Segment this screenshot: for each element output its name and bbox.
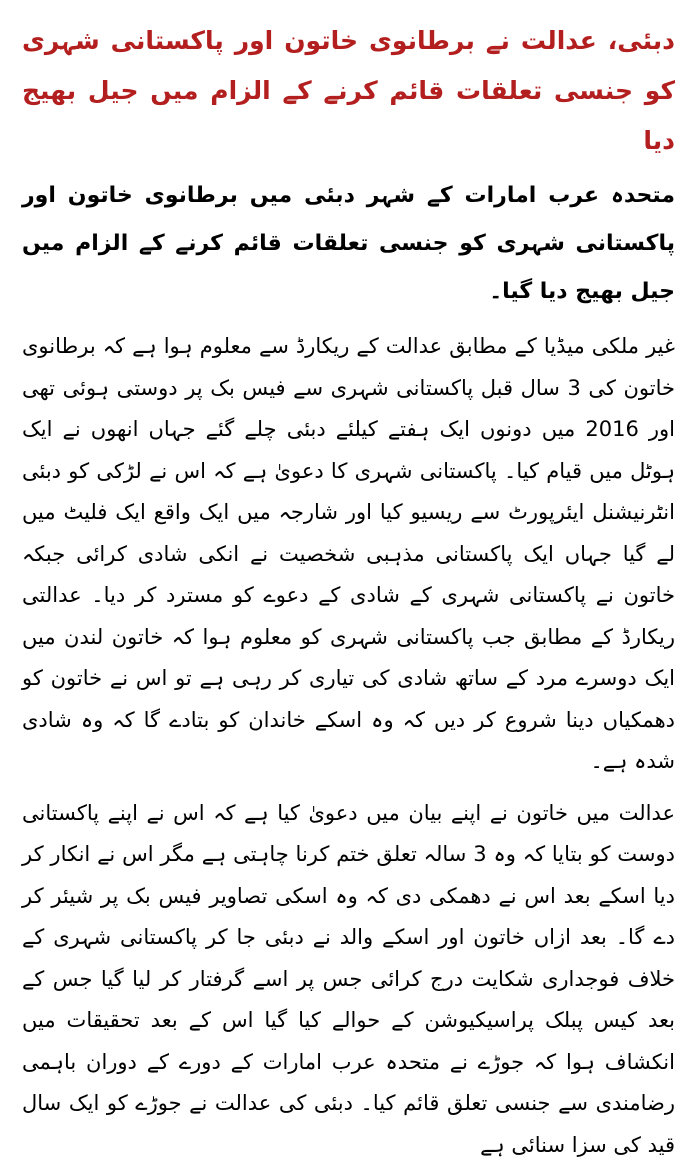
article-lede: متحدہ عرب امارات کے شہر دبئی میں برطانوی خاتون اور پاکستانی شہری کو جنسی تعلقات قائم کرنے کے الزام میں جیل بھیج دیا گیا۔ xyxy=(22,172,675,316)
article-paragraph-2: عدالت میں خاتون نے اپنے بیان میں دعویٰ کیا ہے کہ اس نے اپنے پاکستانی دوست کو بتایا کہ وہ 3 سالہ تعلق ختم کرنا چاہتی ہے مگر اس نے انکار کر دیا اسکے بعد اس نے دھمکی دی کہ وہ اسکی تصاویر فیس بک پر شیئر کر دے گا۔ بعد ازاں خاتون اور اسکے والد نے دبئی جا کر پاکستانی شہری کے خلاف فوجداری شکایت درج کرائی جس پر اسے گرفتار کر لیا گیا جس کے بعد کیس پبلک پراسیکیوشن کے حوالے کیا گیا اس کے بعد تحقیقات میں انکشاف ہوا کہ جوڑے نے متحدہ عرب امارات کے دورے کے دوران باہمی رضامندی سے جنسی تعلق قائم کیا۔ دبئی کی عدالت نے جوڑے کو ایک سال قید کی سزا سنائی ہے xyxy=(22,793,675,1166)
article-paragraph-1: غیر ملکی میڈیا کے مطابق عدالت کے ریکارڈ سے معلوم ہوا ہے کہ برطانوی خاتون کی 3 سال قبل پاکستانی شہری سے فیس بک پر دوستی ہوئی تھی اور 2016 میں دونوں ایک ہفتے کیلئے دبئی چلے گئے جہاں انھوں نے ایک ہوٹل میں قیام کیا۔ پاکستانی شہری کا دعویٰ ہے کہ اس نے لڑکی کو دبئی انٹرنیشنل ایئرپورٹ سے ریسیو کیا اور شارجہ میں ایک واقع ایک فلیٹ میں لے گیا جہاں ایک پاکستانی مذہبی شخصیت نے انکی شادی کرائی جبکہ خاتون نے پاکستانی شہری کے شادی کے دعوے کو مسترد کر دیا۔ عدالتی ریکارڈ کے مطابق جب پاکستانی شہری کو معلوم ہوا کہ خاتون لندن میں ایک دوسرے مرد کے ساتھ شادی کی تیاری کر رہی ہے تو اس نے خاتون کو دھمکیاں دینا شروع کر دیں کہ وہ اسکے خاندان کو بتادے گا کہ وہ شادی شدہ ہے۔ xyxy=(22,326,675,783)
article-headline: دبئی، عدالت نے برطانوی خاتون اور پاکستانی شہری کو جنسی تعلقات قائم کرنے کے الزام میں جیل بھیج دیا xyxy=(22,16,675,166)
